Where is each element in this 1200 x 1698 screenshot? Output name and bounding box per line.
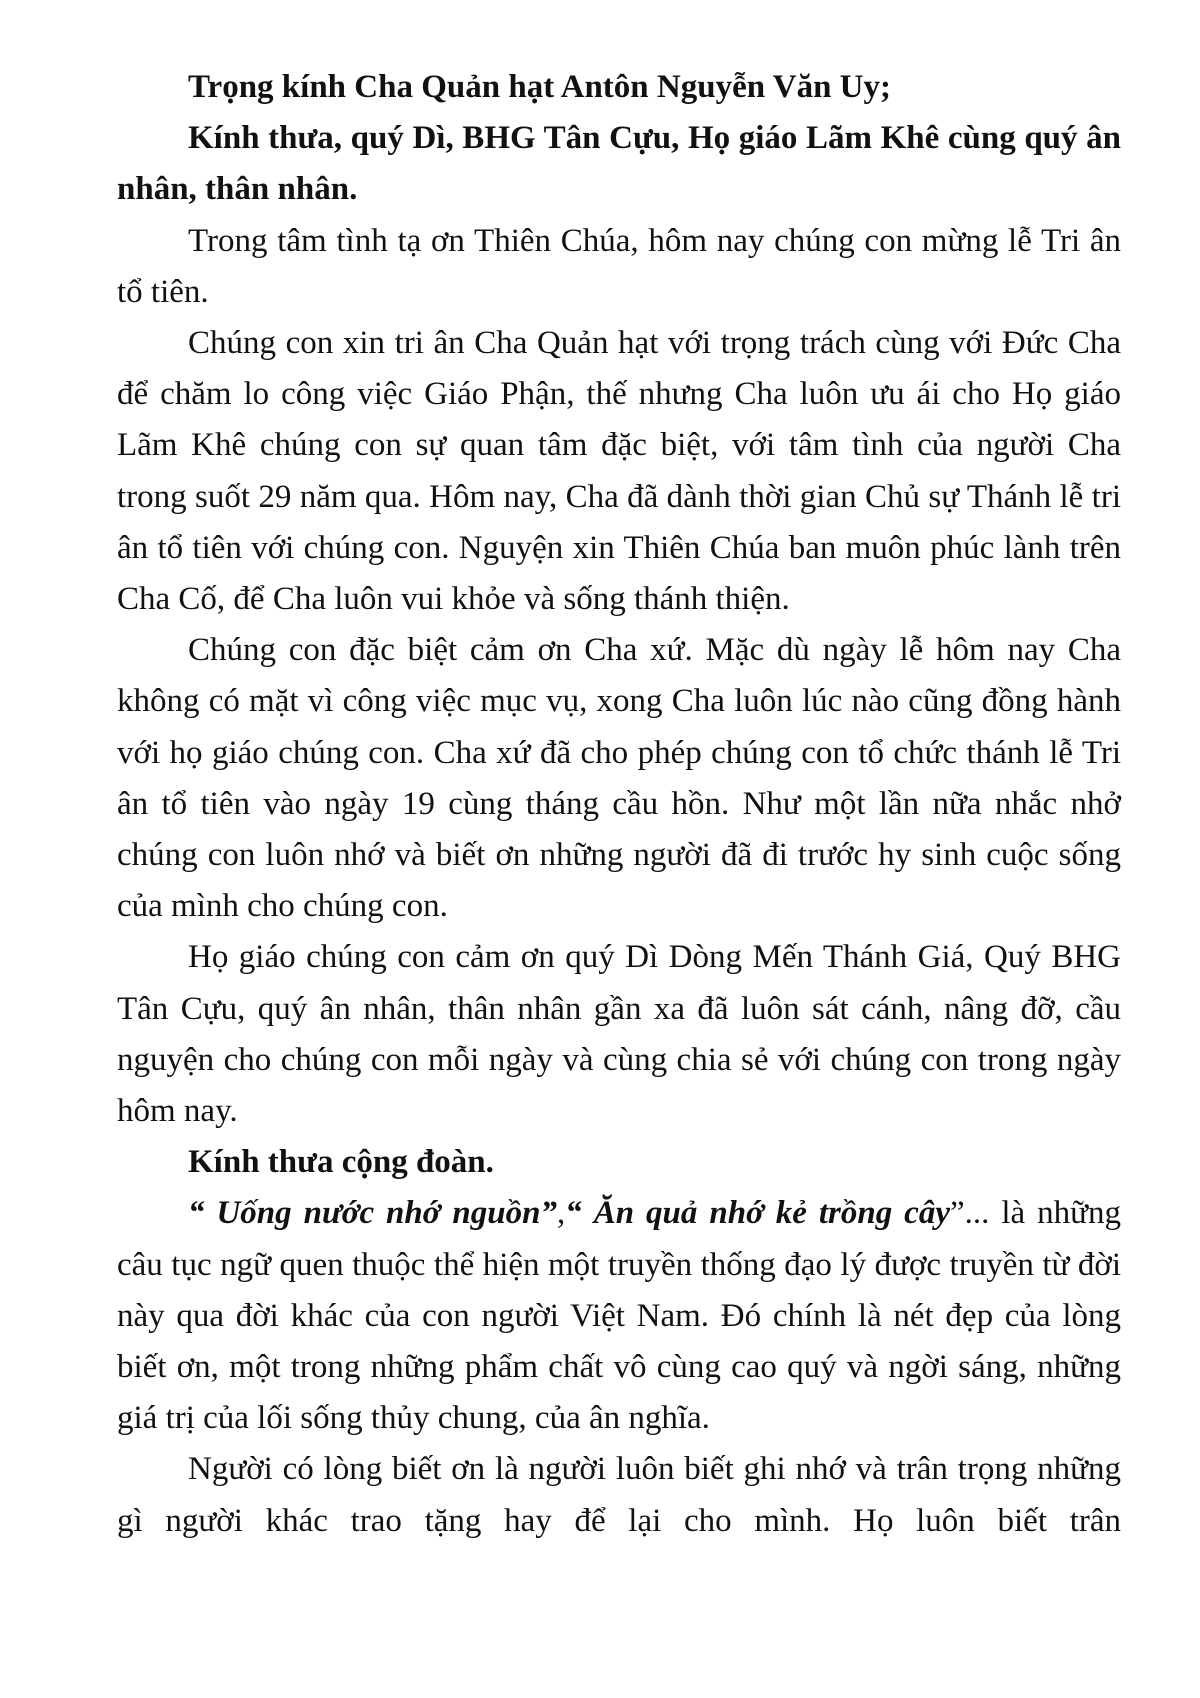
paragraph-1: Trong tâm tình tạ ơn Thiên Chúa, hôm nay chúng con mừng lễ Tri ân tổ tiên.: [117, 222, 1121, 310]
greeting-line-2: Kính thưa, quý Dì, BHG Tân Cựu, Họ giáo Lãm Khê cùng quý ân nhân, thân nhân.: [117, 120, 1121, 208]
paragraph-5: Người có lòng biết ơn là người luôn biết ghi nhớ và trân trọng những gì người khác trao tặng hay để lại cho mình. Họ luôn biết trân: [117, 1451, 1121, 1539]
paragraph-2: Chúng con xin tri ân Cha Quản hạt với trọng trách cùng với Đức Cha để chăm lo công việc Giáo Phận, thế nhưng Cha luôn ưu ái cho Họ giáo Lãm Khê chúng con sự quan tâm đặc biệt, với tâm tình của người Cha trong suốt 29 năm qua. Hôm nay, Cha đã dành thời gian Chủ sự Thánh lễ tri ân tổ tiên với chúng con. Nguyện xin Thiên Chúa ban muôn phúc lành trên Cha Cố, để Cha luôn vui khỏe và sống thánh thiện.: [117, 325, 1121, 618]
proverb-separator: ,: [557, 1195, 566, 1232]
proverb-paragraph: [117, 1188, 1121, 1444]
document-page: [117, 62, 1121, 1547]
greeting-line-3: Kính thưa cộng đoàn.: [188, 1144, 494, 1181]
greeting-line-1: Trọng kính Cha Quản hạt Antôn Nguyễn Văn Uy;: [188, 69, 891, 105]
proverb-quote-2: “ Ăn quả nhớ kẻ trồng cây: [565, 1195, 950, 1232]
proverb-quote-1: “ Uống nước nhớ nguồn”: [188, 1195, 557, 1232]
paragraph-3: Chúng con đặc biệt cảm ơn Cha xứ. Mặc dù ngày lễ hôm nay Cha không có mặt vì công việc mục vụ, xong Cha luôn lúc nào cũng đồng hành với họ giáo chúng con. Cha xứ đã cho phép chúng con tổ chức thánh lễ Tri ân tổ tiên vào ngày 19 cùng tháng cầu hồn. Như một lần nữa nhắc nhở chúng con luôn nhớ và biết ơn những người đã đi trước hy sinh cuộc sống của mình cho chúng con.: [117, 632, 1121, 925]
paragraph-4: Họ giáo chúng con cảm ơn quý Dì Dòng Mến Thánh Giá, Quý BHG Tân Cựu, quý ân nhân, thân nhân gần xa đã luôn sát cánh, nâng đỡ, cầu nguyện cho chúng con mỗi ngày và cùng chia sẻ với chúng con trong ngày hôm nay.: [117, 939, 1121, 1130]
proverb-paragraph-text: ”... là những câu tục ngữ quen thuộc thể hiện một truyền thống đạo lý được truyền từ đời này qua đời khác của con người Việt Nam. Đó chính là nét đẹp của lòng biết ơn, một trong những phẩm chất vô cùng cao quý và ngời sáng, những giá trị của lối sống thủy chung, của ân nghĩa.: [117, 1195, 1121, 1437]
